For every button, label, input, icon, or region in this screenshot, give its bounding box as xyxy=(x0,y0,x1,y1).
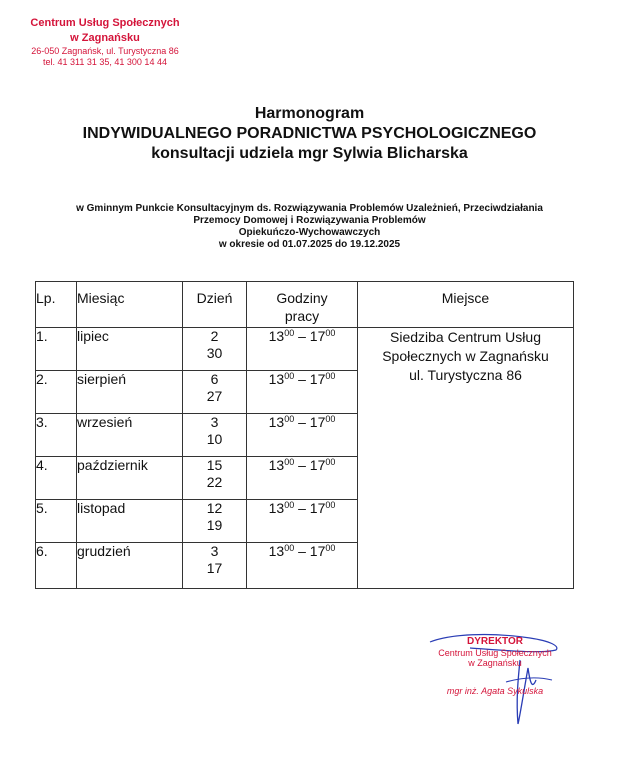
letterhead-name-line1: Centrum Usług Społecznych xyxy=(30,17,180,29)
hours-start-minutes: 00 xyxy=(284,500,295,510)
subtitle-line4: w okresie od 01.07.2025 do 19.12.2025 xyxy=(218,239,401,250)
row-month: sierpień xyxy=(77,371,183,414)
row-day2: 17 xyxy=(206,560,223,576)
hours-start-minutes: 00 xyxy=(284,414,295,424)
hours-start: 13 xyxy=(268,414,285,430)
hours-start: 13 xyxy=(268,543,285,559)
row-day2: 27 xyxy=(206,388,223,404)
hours-end: 17 xyxy=(309,414,326,430)
row-hours xyxy=(247,371,358,414)
place-line1: Siedziba Centrum Usług xyxy=(390,329,541,345)
stamp-title: DYREKTOR xyxy=(467,636,523,647)
hours-separator: – xyxy=(294,543,310,559)
hours-end-minutes: 00 xyxy=(325,457,336,467)
row-day1: 6 xyxy=(210,371,219,387)
director-stamp xyxy=(410,636,580,696)
hours-separator: – xyxy=(294,328,310,344)
hours-end-minutes: 00 xyxy=(325,371,336,381)
title-line3: konsultacji udziela mgr Sylwia Blicharska xyxy=(151,145,468,162)
hours-end: 17 xyxy=(309,543,326,559)
header-place: Miejsce xyxy=(358,282,574,328)
title-line2: INDYWIDUALNEGO PORADNICTWA PSYCHOLOGICZNEGO xyxy=(82,125,537,142)
schedule-table xyxy=(35,281,574,589)
letterhead-name-line2: w Zagnańsku xyxy=(70,32,140,44)
row-hours xyxy=(247,500,358,543)
document-title xyxy=(0,104,619,164)
header-hours-line2: pracy xyxy=(284,308,320,324)
row-day1: 3 xyxy=(210,414,219,430)
row-month: lipiec xyxy=(77,328,183,371)
row-month: grudzień xyxy=(77,543,183,589)
hours-start: 13 xyxy=(268,328,285,344)
letterhead-address: 26-050 Zagnańsk, ul. Turystyczna 86 xyxy=(31,46,179,56)
row-month: październik xyxy=(77,457,183,500)
hours-start-minutes: 00 xyxy=(284,371,295,381)
row-day1: 3 xyxy=(210,543,219,559)
row-day2: 10 xyxy=(206,431,223,447)
row-day2: 22 xyxy=(206,474,223,490)
place-line3: ul. Turystyczna 86 xyxy=(409,367,522,383)
header-lp: Lp. xyxy=(36,282,77,328)
hours-end: 17 xyxy=(309,500,326,516)
hours-start-minutes: 00 xyxy=(284,543,295,553)
subtitle-line3: Opiekuńczo-Wychowawczych xyxy=(238,227,381,238)
row-hours xyxy=(247,543,358,589)
row-day2: 30 xyxy=(206,345,223,361)
row-day1: 12 xyxy=(206,500,223,516)
table-header-row xyxy=(36,282,574,328)
row-lp: 2. xyxy=(36,371,77,414)
row-days xyxy=(183,457,247,500)
hours-start: 13 xyxy=(268,371,285,387)
hours-start: 13 xyxy=(268,500,285,516)
hours-end-minutes: 00 xyxy=(325,500,336,510)
letterhead-phone: tel. 41 311 31 35, 41 300 14 44 xyxy=(43,57,167,67)
hours-separator: – xyxy=(294,371,310,387)
hours-end: 17 xyxy=(309,371,326,387)
row-day2: 19 xyxy=(206,517,223,533)
row-days xyxy=(183,543,247,589)
row-hours xyxy=(247,457,358,500)
row-lp: 5. xyxy=(36,500,77,543)
hours-end: 17 xyxy=(309,457,326,473)
header-day: Dzień xyxy=(183,282,247,328)
hours-start-minutes: 00 xyxy=(284,328,295,338)
hours-end: 17 xyxy=(309,328,326,344)
row-days xyxy=(183,371,247,414)
subtitle-line1: w Gminnym Punkcie Konsultacyjnym ds. Rozwiązywania Problemów Uzależnień, Przeciwdziałania xyxy=(76,203,543,214)
stamp-institution-line2: w Zagnańsku xyxy=(468,658,522,668)
document-subtitle xyxy=(20,203,599,251)
row-day1: 2 xyxy=(210,328,219,344)
header-hours xyxy=(247,282,358,328)
hours-end-minutes: 00 xyxy=(325,543,336,553)
row-lp: 4. xyxy=(36,457,77,500)
row-days xyxy=(183,500,247,543)
letterhead-stamp xyxy=(30,16,180,68)
row-lp: 3. xyxy=(36,414,77,457)
hours-end-minutes: 00 xyxy=(325,414,336,424)
row-days xyxy=(183,328,247,371)
row-day1: 15 xyxy=(206,457,223,473)
row-lp: 1. xyxy=(36,328,77,371)
hours-separator: – xyxy=(294,457,310,473)
row-hours xyxy=(247,414,358,457)
subtitle-line2: Przemocy Domowej i Rozwiązywania Problemów xyxy=(193,215,426,226)
row-month: listopad xyxy=(77,500,183,543)
row-days xyxy=(183,414,247,457)
row-month: wrzesień xyxy=(77,414,183,457)
header-hours-line1: Godziny xyxy=(276,290,328,306)
place-cell xyxy=(358,328,574,589)
row-hours xyxy=(247,328,358,371)
hours-start-minutes: 00 xyxy=(284,457,295,467)
hours-separator: – xyxy=(294,500,310,516)
hours-end-minutes: 00 xyxy=(325,328,336,338)
hours-start: 13 xyxy=(268,457,285,473)
hours-separator: – xyxy=(294,414,310,430)
title-line1: Harmonogram xyxy=(254,105,365,122)
row-lp: 6. xyxy=(36,543,77,589)
table-row xyxy=(36,328,574,371)
stamp-institution-line1: Centrum Usług Społecznych xyxy=(438,648,552,658)
place-line2: Społecznych w Zagnańsku xyxy=(382,348,549,364)
header-month: Miesiąc xyxy=(77,282,183,328)
stamp-director-name: mgr inż. Agata Sykulska xyxy=(446,686,544,696)
